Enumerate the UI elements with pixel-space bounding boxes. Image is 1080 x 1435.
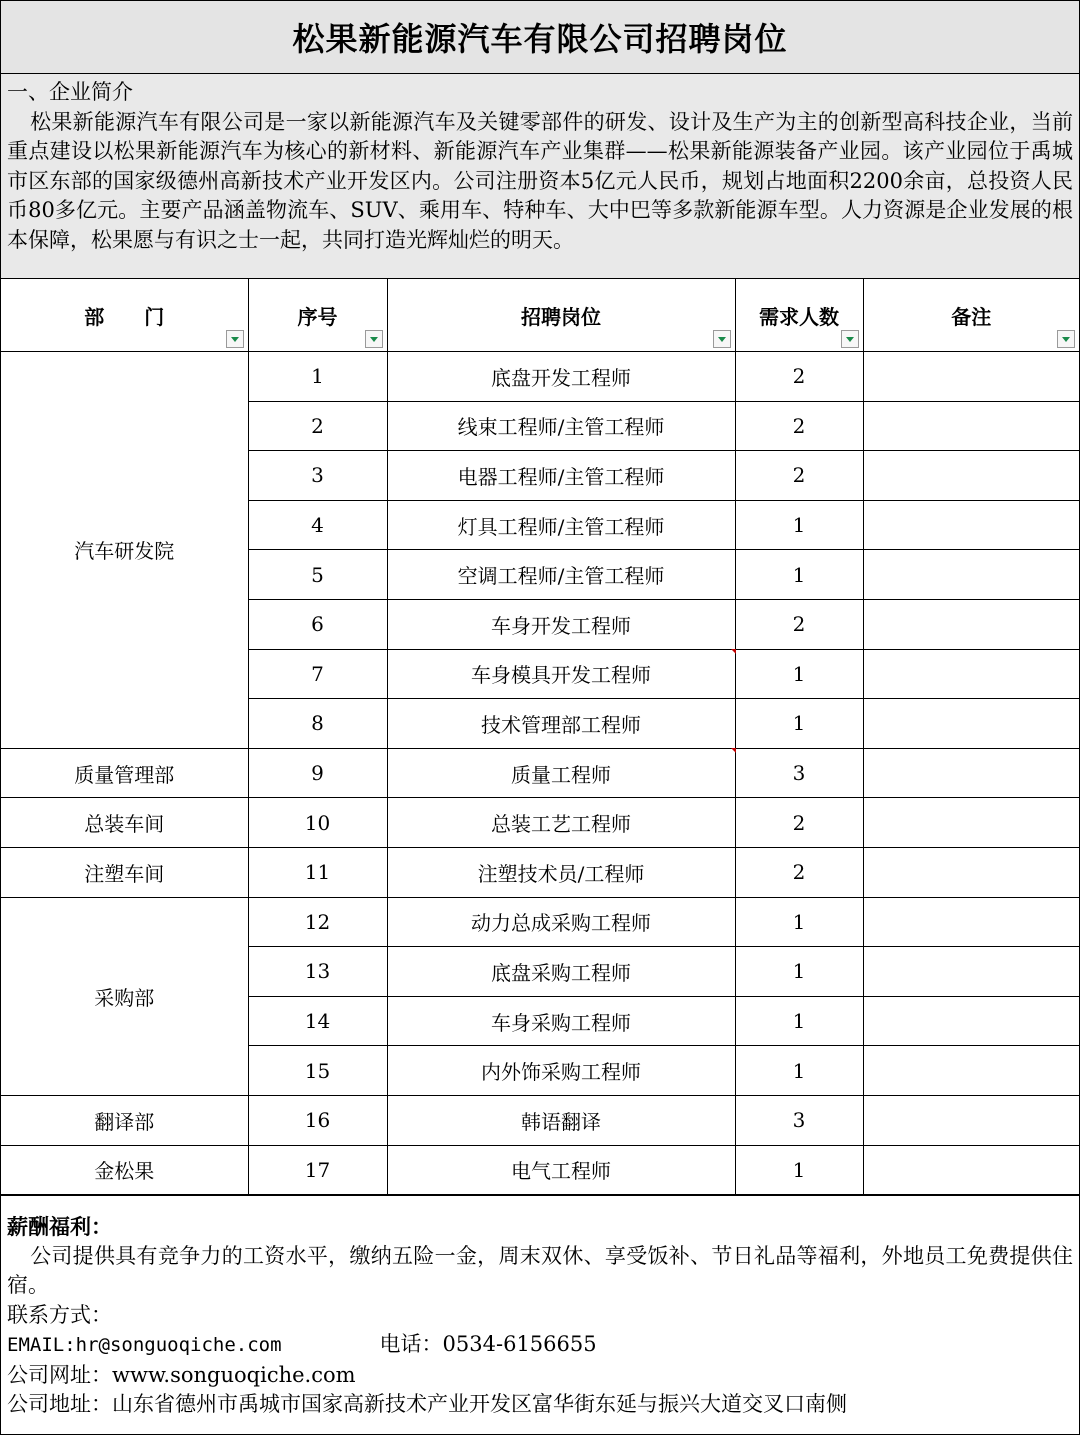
header-note xyxy=(863,279,1079,352)
count-cell: 3 xyxy=(735,748,863,798)
dept-cell: 采购部 xyxy=(1,897,248,1095)
count-cell: 2 xyxy=(735,847,863,897)
count-cell: 2 xyxy=(735,352,863,402)
position-cell: 技术管理部工程师 xyxy=(387,699,735,749)
header-seq xyxy=(248,279,387,352)
header-count xyxy=(735,279,863,352)
note-cell xyxy=(863,451,1079,501)
seq-cell: 8 xyxy=(248,699,387,749)
position-cell: 底盘开发工程师 xyxy=(387,352,735,402)
seq-cell: 14 xyxy=(248,996,387,1046)
count-cell: 1 xyxy=(735,649,863,699)
dept-cell: 总装车间 xyxy=(1,798,248,848)
seq-cell: 9 xyxy=(248,748,387,798)
phone-number: 电话：0534-6156655 xyxy=(379,1332,597,1356)
seq-cell: 3 xyxy=(248,451,387,501)
table-row xyxy=(1,1145,1079,1195)
company-intro xyxy=(1,74,1079,279)
seq-cell: 10 xyxy=(248,798,387,848)
contact-line xyxy=(7,1330,1073,1361)
jobs-table xyxy=(1,279,1079,1195)
position-cell: 车身采购工程师 xyxy=(387,996,735,1046)
page-title: 松果新能源汽车有限公司招聘岗位 xyxy=(1,1,1079,74)
note-cell xyxy=(863,1145,1079,1195)
dept-cell: 金松果 xyxy=(1,1145,248,1195)
seq-cell: 15 xyxy=(248,1046,387,1096)
header-count-label: 需求人数 xyxy=(759,304,839,329)
website-link[interactable]: 公司网址：www.songuoqiche.com xyxy=(7,1362,356,1387)
note-cell xyxy=(863,996,1079,1046)
seq-cell: 4 xyxy=(248,500,387,550)
header-dept-label: 部 门 xyxy=(84,304,165,329)
benefits-label: 薪酬福利： xyxy=(7,1214,112,1239)
note-cell xyxy=(863,649,1079,699)
count-cell: 1 xyxy=(735,699,863,749)
company-address: 公司地址：山东省德州市禹城市国家高新技术产业开发区富华街东延与振兴大道交叉口南侧 xyxy=(7,1392,847,1416)
position-cell: 电气工程师 xyxy=(387,1145,735,1195)
note-cell xyxy=(863,500,1079,550)
intro-body: 松果新能源汽车有限公司是一家以新能源汽车及关键零部件的研发、设计及生产为主的创新型高科技企业，当前重点建设以松果新能源汽车为核心的新材料、新能源汽车产业集群——松果新能源装备产业园。该产业园位于禹城市区东部的国家级德州高新技术产业开发区内。公司注册资本5亿元人民币，规划占地面积2200余亩，总投资人民币80多亿元。主要产品涵盖物流车、SUV、乘用车、特种车、大中巴等多款新能源车型。人力资源是企业发展的根本保障，松果愿与有识之士一起，共同打造光辉灿烂的明天。 xyxy=(7,109,1073,252)
position-cell: 底盘采购工程师 xyxy=(387,947,735,997)
header-dept xyxy=(1,279,248,352)
table-row xyxy=(1,748,1079,798)
filter-dropdown-icon[interactable] xyxy=(713,330,731,348)
count-cell: 1 xyxy=(735,500,863,550)
count-cell: 2 xyxy=(735,599,863,649)
header-note-label: 备注 xyxy=(951,304,992,329)
note-cell xyxy=(863,1095,1079,1145)
note-cell xyxy=(863,947,1079,997)
note-cell xyxy=(863,550,1079,600)
note-cell xyxy=(863,1046,1079,1096)
note-cell xyxy=(863,798,1079,848)
count-cell: 2 xyxy=(735,401,863,451)
email-link[interactable]: EMAIL:hr@songuoqiche.com xyxy=(7,1334,282,1356)
count-cell: 1 xyxy=(735,1145,863,1195)
seq-cell: 6 xyxy=(248,599,387,649)
count-cell: 1 xyxy=(735,996,863,1046)
table-row xyxy=(1,352,1079,402)
position-text: 质量工程师 xyxy=(511,762,611,787)
filter-dropdown-icon[interactable] xyxy=(226,330,244,348)
position-cell: 韩语翻译 xyxy=(387,1095,735,1145)
filter-dropdown-icon[interactable] xyxy=(365,330,383,348)
dept-cell: 注塑车间 xyxy=(1,847,248,897)
seq-cell: 17 xyxy=(248,1145,387,1195)
note-cell xyxy=(863,699,1079,749)
dept-cell: 翻译部 xyxy=(1,1095,248,1145)
header-seq-label: 序号 xyxy=(297,304,338,329)
position-cell: 车身开发工程师 xyxy=(387,599,735,649)
count-cell: 1 xyxy=(735,550,863,600)
position-cell: 线束工程师/主管工程师 xyxy=(387,401,735,451)
seq-cell: 13 xyxy=(248,947,387,997)
dept-cell: 汽车研发院 xyxy=(1,352,248,749)
count-cell: 1 xyxy=(735,947,863,997)
seq-cell: 5 xyxy=(248,550,387,600)
intro-heading: 一、企业简介 xyxy=(7,80,133,104)
position-cell: 灯具工程师/主管工程师 xyxy=(387,500,735,550)
count-cell: 1 xyxy=(735,897,863,947)
note-cell xyxy=(863,847,1079,897)
seq-cell: 2 xyxy=(248,401,387,451)
header-position xyxy=(387,279,735,352)
seq-cell: 16 xyxy=(248,1095,387,1145)
header-position-label: 招聘岗位 xyxy=(521,304,601,329)
seq-cell: 1 xyxy=(248,352,387,402)
table-row xyxy=(1,897,1079,947)
seq-cell: 7 xyxy=(248,649,387,699)
benefits-text: 公司提供具有竞争力的工资水平，缴纳五险一金，周末双休、享受饭补、节日礼品等福利，外地员工免费提供住宿。 xyxy=(7,1243,1073,1297)
contact-label: 联系方式： xyxy=(7,1302,112,1327)
position-cell xyxy=(387,748,735,798)
count-cell: 2 xyxy=(735,451,863,501)
position-cell: 电器工程师/主管工程师 xyxy=(387,451,735,501)
position-cell: 注塑技术员/工程师 xyxy=(387,847,735,897)
table-row xyxy=(1,847,1079,897)
table-row xyxy=(1,798,1079,848)
count-cell: 2 xyxy=(735,798,863,848)
table-header-row xyxy=(1,279,1079,352)
seq-cell: 12 xyxy=(248,897,387,947)
filter-dropdown-icon[interactable] xyxy=(1057,330,1075,348)
count-cell: 3 xyxy=(735,1095,863,1145)
position-cell: 内外饰采购工程师 xyxy=(387,1046,735,1096)
position-text: 车身模具开发工程师 xyxy=(471,663,651,688)
note-cell xyxy=(863,748,1079,798)
footer-info xyxy=(1,1195,1079,1434)
position-cell: 空调工程师/主管工程师 xyxy=(387,550,735,600)
dept-cell: 质量管理部 xyxy=(1,748,248,798)
position-cell: 动力总成采购工程师 xyxy=(387,897,735,947)
table-row xyxy=(1,1095,1079,1145)
filter-dropdown-icon[interactable] xyxy=(841,330,859,348)
note-cell xyxy=(863,352,1079,402)
seq-cell: 11 xyxy=(248,847,387,897)
note-cell xyxy=(863,599,1079,649)
note-cell xyxy=(863,897,1079,947)
count-cell: 1 xyxy=(735,1046,863,1096)
position-cell: 总装工艺工程师 xyxy=(387,798,735,848)
position-cell xyxy=(387,649,735,699)
note-cell xyxy=(863,401,1079,451)
